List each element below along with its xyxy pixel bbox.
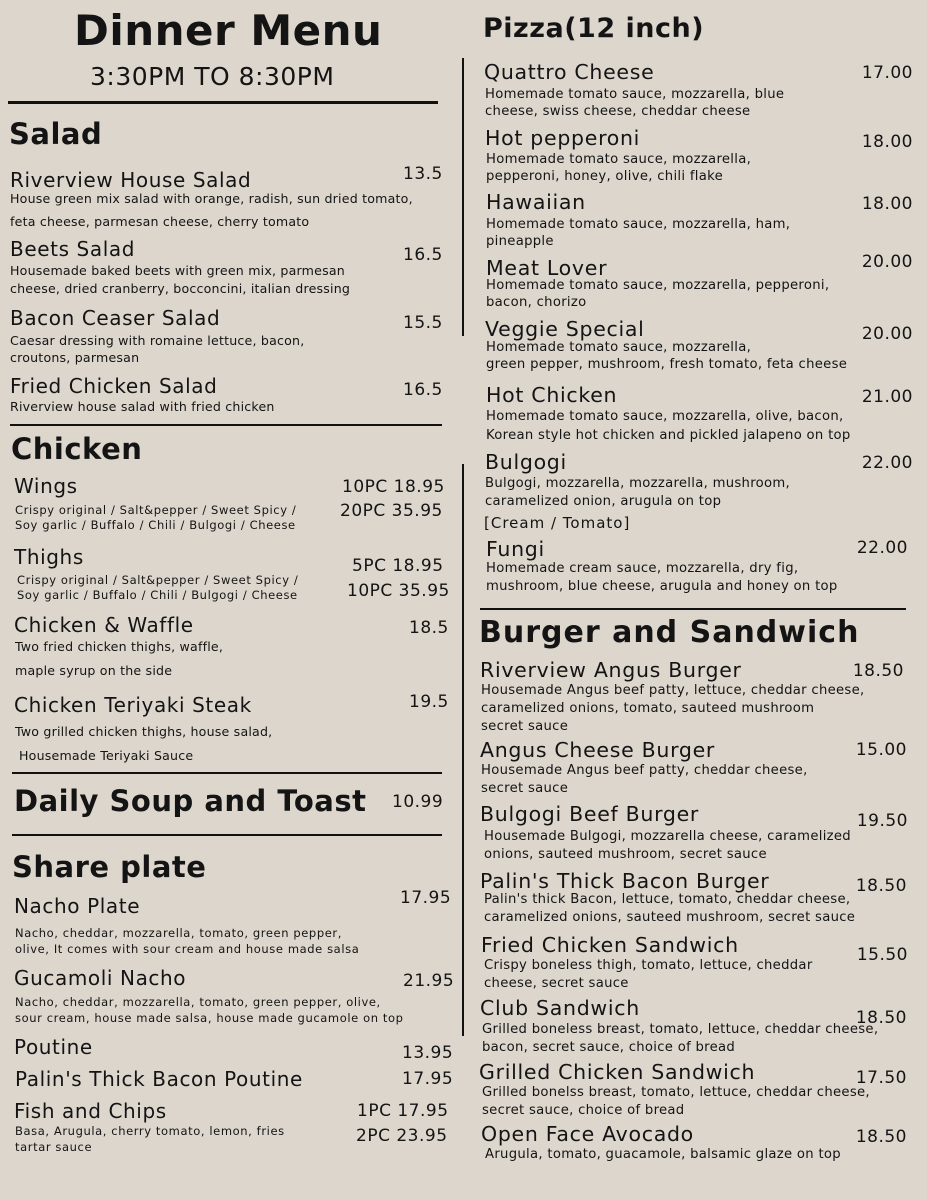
item-price: 18.50 [852, 661, 904, 681]
item-price: 20.00 [861, 324, 913, 344]
item-price: 18.5 [409, 618, 449, 638]
item-name: Gucamoli Nacho [14, 966, 187, 990]
item-description: Bulgogi, mozzarella, mozzarella, mushroom, [485, 476, 791, 491]
item-price: 19.5 [409, 692, 449, 712]
column-rule [462, 464, 464, 1036]
item-name: Chicken Teriyaki Steak [14, 693, 252, 717]
item-price: 15.50 [856, 945, 908, 965]
item-name: Nacho Plate [14, 894, 141, 918]
page-title: Dinner Menu [74, 6, 383, 55]
item-description: House green mix salad with orange, radish, sun dried tomato, [10, 191, 413, 206]
item-description: Grilled boneless breast, tomato, lettuce, cheddar cheese, [482, 1022, 879, 1037]
item-description: onions, sauteed mushroom, secret sauce [484, 847, 767, 862]
item-price: 1PC 17.95 [357, 1101, 449, 1121]
item-name: Veggie Special [485, 317, 645, 341]
item-name: Fish and Chips [14, 1099, 167, 1123]
item-description: croutons, parmesan [10, 350, 140, 365]
divider [12, 772, 442, 774]
item-name: Poutine [14, 1035, 93, 1059]
item-price: 16.5 [403, 380, 443, 400]
item-price: 18.50 [855, 1008, 907, 1028]
item-description: Riverview house salad with fried chicken [10, 399, 275, 414]
item-description: Caesar dressing with romaine lettuce, bacon, [10, 333, 305, 348]
item-description: caramelized onions, sauteed mushroom, secret sauce [484, 910, 856, 925]
item-description: sour cream, house made salsa, house made gucamole on top [15, 1011, 404, 1025]
item-price: 20.00 [861, 252, 913, 272]
item-price: 17.95 [402, 1069, 454, 1089]
item-description: Housemade Teriyaki Sauce [19, 748, 194, 763]
item-price: 19.50 [856, 811, 908, 831]
item-description: Arugula, tomato, guacamole, balsamic glaze on top [485, 1147, 841, 1162]
item-price: 21.00 [861, 387, 913, 407]
divider [12, 834, 442, 836]
item-name: Angus Cheese Burger [480, 738, 716, 762]
item-description: Housemade baked beets with green mix, parmesan [10, 263, 345, 278]
item-description: Crispy original / Salt&pepper / Sweet Spicy / [17, 573, 299, 587]
item-description: Korean style hot chicken and pickled jalapeno on top [486, 428, 851, 443]
item-name: Fried Chicken Sandwich [481, 933, 739, 957]
item-description: Housemade Angus beef patty, lettuce, cheddar cheese, [481, 683, 865, 698]
divider [480, 608, 906, 610]
item-price: 18.00 [861, 132, 913, 152]
item-name: Hawaiian [486, 190, 586, 214]
item-description: Housemade Angus beef patty, cheddar cheese, [481, 763, 808, 778]
item-description: caramelized onions, tomato, sauteed mushroom [481, 701, 815, 716]
item-description: Homemade tomato sauce, mozzarella, blue [485, 87, 785, 102]
item-description: Homemade tomato sauce, mozzarella, olive, bacon, [486, 409, 844, 424]
item-name: Riverview Angus Burger [480, 658, 742, 682]
item-name: Thighs [14, 545, 84, 569]
item-description: Basa, Arugula, cherry tomato, lemon, fries [15, 1124, 285, 1138]
item-description: secret sauce [481, 719, 569, 734]
item-description: Two fried chicken thighs, waffle, [15, 639, 224, 654]
section-title-pizza: Pizza(12 inch) [483, 13, 705, 44]
item-description: cheese, swiss cheese, cheddar cheese [485, 104, 751, 119]
item-name: Bulgogi Beef Burger [480, 802, 700, 826]
item-description: green pepper, mushroom, fresh tomato, feta cheese [486, 357, 848, 372]
item-description: pepperoni, honey, olive, chili flake [486, 169, 723, 184]
item-name: Grilled Chicken Sandwich [479, 1060, 756, 1084]
divider [10, 424, 442, 426]
item-description: Crispy original / Salt&pepper / Sweet Spicy / [15, 503, 297, 517]
item-description: bacon, secret sauce, choice of bread [482, 1040, 736, 1055]
item-price: 15.00 [855, 740, 907, 760]
item-description: pineapple [486, 234, 554, 249]
item-description: olive, It comes with sour cream and house made salsa [15, 942, 360, 956]
item-description: Soy garlic / Buffalo / Chili / Bulgogi / Cheese [17, 588, 298, 602]
item-description: Homemade tomato sauce, mozzarella, [486, 152, 752, 167]
item-name: Fungi [486, 537, 545, 561]
item-description: tartar sauce [15, 1140, 93, 1154]
item-description: Nacho, cheddar, mozzarella, tomato, green pepper, olive, [15, 995, 381, 1009]
item-price: 15.5 [403, 313, 443, 333]
item-description: Two grilled chicken thighs, house salad, [15, 724, 273, 739]
item-description: caramelized onion, arugula on top [485, 494, 722, 509]
item-price: 13.95 [402, 1043, 454, 1063]
item-price: 10.99 [392, 792, 444, 812]
item-name: Bulgogi [485, 450, 567, 474]
item-price: 13.5 [403, 164, 443, 184]
section-title-burger: Burger and Sandwich [479, 615, 860, 650]
hours-text: 3:30PM TO 8:30PM [90, 62, 335, 91]
item-name: Riverview House Salad [10, 168, 252, 192]
item-name: Hot Chicken [486, 383, 618, 407]
item-description: cheese, dried cranberry, bocconcini, italian dressing [10, 281, 351, 296]
item-description: secret sauce, choice of bread [482, 1103, 685, 1118]
item-name: Quattro Cheese [484, 60, 655, 84]
item-price: 21.95 [403, 971, 455, 991]
column-rule [462, 58, 464, 336]
item-price: 2PC 23.95 [356, 1126, 448, 1146]
item-description: Palin's thick Bacon, lettuce, tomato, cheddar cheese, [484, 892, 851, 907]
item-price: 20PC 35.95 [340, 501, 443, 521]
item-description: bacon, chorizo [486, 295, 587, 310]
item-name: Meat Lover [486, 256, 608, 280]
item-description: Homemade tomato sauce, mozzarella, pepperoni, [486, 278, 830, 293]
item-description: Homemade tomato sauce, mozzarella, ham, [486, 217, 791, 232]
item-name: Beets Salad [10, 237, 136, 261]
item-name: Fried Chicken Salad [10, 374, 218, 398]
item-name: Chicken & Waffle [14, 613, 194, 637]
section-title-chicken: Chicken [11, 432, 143, 466]
item-price: 16.5 [403, 245, 443, 265]
item-name: Palin's Thick Bacon Burger [480, 869, 770, 893]
item-description: Grilled bonelss breast, tomato, lettuce, cheddar cheese, [482, 1085, 870, 1100]
item-description: cheese, secret sauce [484, 976, 629, 991]
item-name: Hot pepperoni [485, 126, 641, 150]
item-price: 17.00 [861, 63, 913, 83]
item-description: Housemade Bulgogi, mozzarella cheese, caramelized [484, 829, 851, 844]
item-description: mushroom, blue cheese, arugula and honey on top [486, 579, 838, 594]
section-title-soup: Daily Soup and Toast [14, 784, 367, 818]
item-description: Homemade tomato sauce, mozzarella, [486, 340, 752, 355]
item-name: Open Face Avocado [481, 1122, 694, 1146]
item-price: 10PC 18.95 [342, 477, 445, 497]
item-description: feta cheese, parmesan cheese, cherry tomato [10, 214, 310, 229]
item-description: Soy garlic / Buffalo / Chili / Bulgogi / Cheese [15, 518, 296, 532]
item-name: Club Sandwich [480, 996, 640, 1020]
item-name: Wings [14, 474, 78, 498]
item-price: 18.50 [855, 1127, 907, 1147]
item-price: 22.00 [856, 538, 908, 558]
divider [8, 101, 438, 104]
item-description: Crispy boneless thigh, tomato, lettuce, cheddar [484, 958, 813, 973]
item-description: secret sauce [481, 781, 569, 796]
item-price: 5PC 18.95 [352, 556, 444, 576]
section-title-share: Share plate [12, 850, 207, 884]
section-title-salad: Salad [9, 117, 103, 151]
item-price: 10PC 35.95 [347, 581, 450, 601]
item-name: Bacon Ceaser Salad [10, 306, 221, 330]
sauce-option-note: [Cream / Tomato] [484, 514, 631, 532]
item-name: Palin's Thick Bacon Poutine [15, 1067, 303, 1091]
item-price: 18.00 [861, 194, 913, 214]
item-description: Homemade cream sauce, mozzarella, dry fig, [486, 561, 799, 576]
item-price: 22.00 [861, 453, 913, 473]
item-price: 17.95 [400, 888, 452, 908]
item-description: Nacho, cheddar, mozzarella, tomato, green pepper, [15, 926, 342, 940]
item-price: 17.50 [855, 1068, 907, 1088]
item-price: 18.50 [855, 876, 907, 896]
item-description: maple syrup on the side [15, 663, 173, 678]
